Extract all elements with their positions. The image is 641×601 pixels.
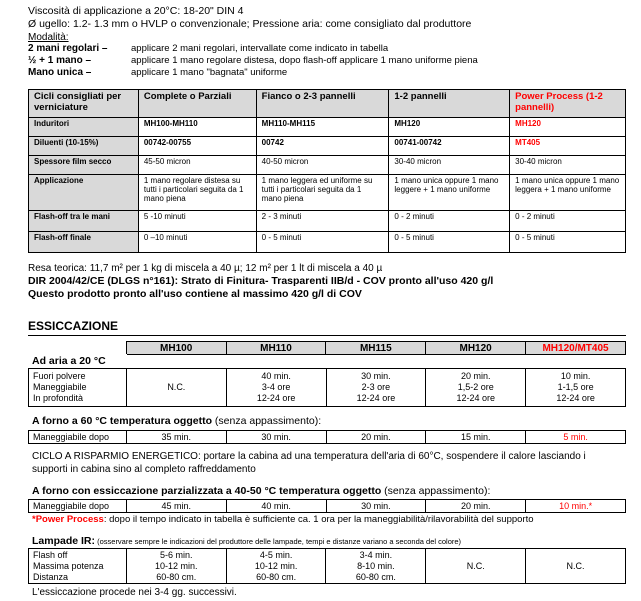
table-cell: 5-6 min. 10-12 min. 60-80 cm. [126,549,226,584]
mode-text: applicare 1 mano "bagnata" uniforme [131,67,288,78]
table-cell: 0 - 2 minuti [510,211,626,232]
table-row [29,137,626,156]
table-cell: 00741-00742 [389,137,510,156]
table-cell: 10 min. 1-1,5 ore 12-24 ore [526,369,626,407]
table-cell: 30-40 micron [510,156,626,175]
mode-text: applicare 1 mano regolare distesa, dopo flash-off applicare 1 mano uniforme piena [131,55,478,66]
voc-content: Questo prodotto pronto all'uso contiene al massimo 420 g/l di COV [28,288,362,300]
table-cell: 30-40 micron [389,156,510,175]
row-label-line: Fuori polvere [33,371,86,381]
table-cell: 30 min. 2-3 ore 12-24 ore [326,369,426,407]
table-cell: 2 - 3 minuti [256,211,389,232]
oven4050-table [28,499,626,513]
drying-footer: L'essiccazione procede nei 3-4 gg. successivi. [32,587,237,598]
table-cell: 5 min. [526,431,626,444]
row-label: Induritori [29,118,139,137]
yield-line: Resa teorica: 11,7 m² per 1 kg di miscela a 40 µ; 12 m² per 1 lt di miscela a 40 µ [28,263,383,274]
row-label: Maneggiabile dopo [29,431,127,444]
section-title: ESSICCAZIONE [28,319,119,333]
table-row [29,211,626,232]
table-cell: 10 min.* [526,500,626,513]
table-cell: MH120 [389,118,510,137]
table-cell: 45-50 micron [138,156,256,175]
table-cell: 3-4 min. 8-10 min. 60-80 cm. [326,549,426,584]
table-cell: 0 - 5 minuti [256,232,389,253]
table-cell: 0 - 2 minuti [389,211,510,232]
row-label-line: Flash off [33,549,68,560]
table-cell: 00742-00755 [138,137,256,156]
oven60-title [32,415,321,427]
table-row [29,118,626,137]
ir-lamps-title-bold: Lampade IR: [32,535,96,547]
product-cycles-table [28,89,626,253]
table-header-power-process: Power Process (1-2 pannelli) [510,90,626,118]
table-cell: N.C. [126,369,226,407]
column-header: MH115 [326,342,426,355]
power-process-note-text: : dopo il tempo indicato in tabella è sufficiente ca. 1 ora per la maneggiabilità/rilavorabilità del supporto [103,514,534,525]
row-label: Diluenti (10-15%) [29,137,139,156]
row-label-line: Distanza [33,571,69,582]
mode-label: Mano unica – [28,67,92,78]
viscosity-line: Viscosità di applicazione a 20°C: 18-20" DIN 4 [28,5,244,17]
table-cell: 20 min. [426,500,526,513]
table-cell: 1 mano leggera ed uniforme su tutti i particolari seguita da 1 mano piena [256,175,389,211]
table-cell: 0 –10 minuti [138,232,256,253]
mode-label: 2 mani regolari – [28,43,108,54]
row-label: Applicazione [29,175,139,211]
table-row [29,156,626,175]
table-header-row [29,90,626,118]
table-cell: 1 mano regolare distesa su tutti i particolari seguita da 1 mano piena [138,175,256,211]
table-cell: 15 min. [426,431,526,444]
table-cell: 5 -10 minuti [138,211,256,232]
oven60-title-rest: (senza appassimento): [212,415,322,427]
column-header: MH100 [126,342,226,355]
energy-saving-note: CICLO A RISPARMIO ENERGETICO: portare la cabina ad una temperatura dell'aria di 60°C, sospendere il calore lasciando i supporti in cabina sino al completo raffreddamento [32,451,586,475]
table-cell: 4-5 min. 10-12 min. 60-80 cm. [226,549,326,584]
voc-directive: DIR 2004/42/CE (DLGS n°161): Strato di Finitura- Trasparenti IIB/d - COV pronto all'uso 420 g/l [28,275,494,287]
table-cell: 30 min. [326,500,426,513]
nozzle-line: Ø ugello: 1.2- 1.3 mm o HVLP o convenzionale; Pressione aria: come consigliato dal produttore [28,18,472,30]
table-cell: 35 min. [126,431,226,444]
drying-columns-header [28,341,626,355]
table-cell: N.C. [426,549,526,584]
oven4050-title-rest: (senza appassimento): [381,485,491,497]
table-cell: 1 mano unica oppure 1 mano leggere + 1 mano uniforme [389,175,510,211]
row-label-line: Massima potenza [33,560,104,571]
table-cell: 0 - 5 minuti [389,232,510,253]
row-label: Spessore film secco [29,156,139,175]
table-header: Fianco o 2-3 pannelli [256,90,389,118]
oven4050-title-bold: A forno con essiccazione parzializzata a 40-50 °C temperatura oggetto [32,485,382,497]
oven4050-title [32,485,490,497]
row-label [29,549,127,584]
table-cell: MH110-MH115 [256,118,389,137]
row-label: Maneggiabile dopo [29,500,127,513]
row-label [29,369,127,407]
oven60-title-bold: A forno a 60 °C temperatura oggetto [32,415,212,427]
table-row [29,232,626,253]
table-cell: MH100-MH110 [138,118,256,137]
table-header: Complete o Parziali [138,90,256,118]
table-cell: 30 min. [226,431,326,444]
table-cell: 0 - 5 minuti [510,232,626,253]
section-divider [28,335,626,336]
ir-lamps-title-rest: (osservare sempre le indicazioni del produttore delle lampade, tempi e distanze variano a seconda del colore) [95,537,462,546]
table-header: Cicli consigliati per verniciature [29,90,139,118]
column-header: MH110 [226,342,326,355]
oven60-table [28,430,626,444]
table-cell: MH120 [510,118,626,137]
table-cell: 1 mano unica oppure 1 mano leggera + 1 mano uniforme [510,175,626,211]
table-cell: MT405 [510,137,626,156]
table-cell: 40-50 micron [256,156,389,175]
row-label-line: In profondità [33,393,84,403]
ir-lamps-title [32,535,461,547]
empty-corner [29,342,127,355]
modalita-label: Modalità: [28,32,69,43]
ir-lamps-table [28,548,626,584]
column-header: MH120 [426,342,526,355]
row-label: Flash-off tra le mani [29,211,139,232]
row-label: Flash-off finale [29,232,139,253]
table-cell: 40 min. 3-4 ore 12-24 ore [226,369,326,407]
table-cell: 20 min. 1,5-2 ore 12-24 ore [426,369,526,407]
table-cell: 40 min. [226,500,326,513]
air-drying-title: Ad aria a 20 °C [32,355,106,367]
power-process-note-label: *Power Process [32,514,104,525]
mode-text: applicare 2 mani regolari, intervallate come indicato in tabella [131,43,389,54]
table-cell: 00742 [256,137,389,156]
table-header: 1-2 pannelli [389,90,510,118]
column-header-power-process: MH120/MT405 [526,342,626,355]
table-row [29,175,626,211]
mode-label: ½ + 1 mano – [28,55,92,66]
table-cell: 45 min. [126,500,226,513]
power-process-note [32,514,534,525]
table-cell: N.C. [526,549,626,584]
table-cell: 20 min. [326,431,426,444]
row-label-line: Maneggiabile [33,382,87,392]
air-drying-table [28,368,626,407]
